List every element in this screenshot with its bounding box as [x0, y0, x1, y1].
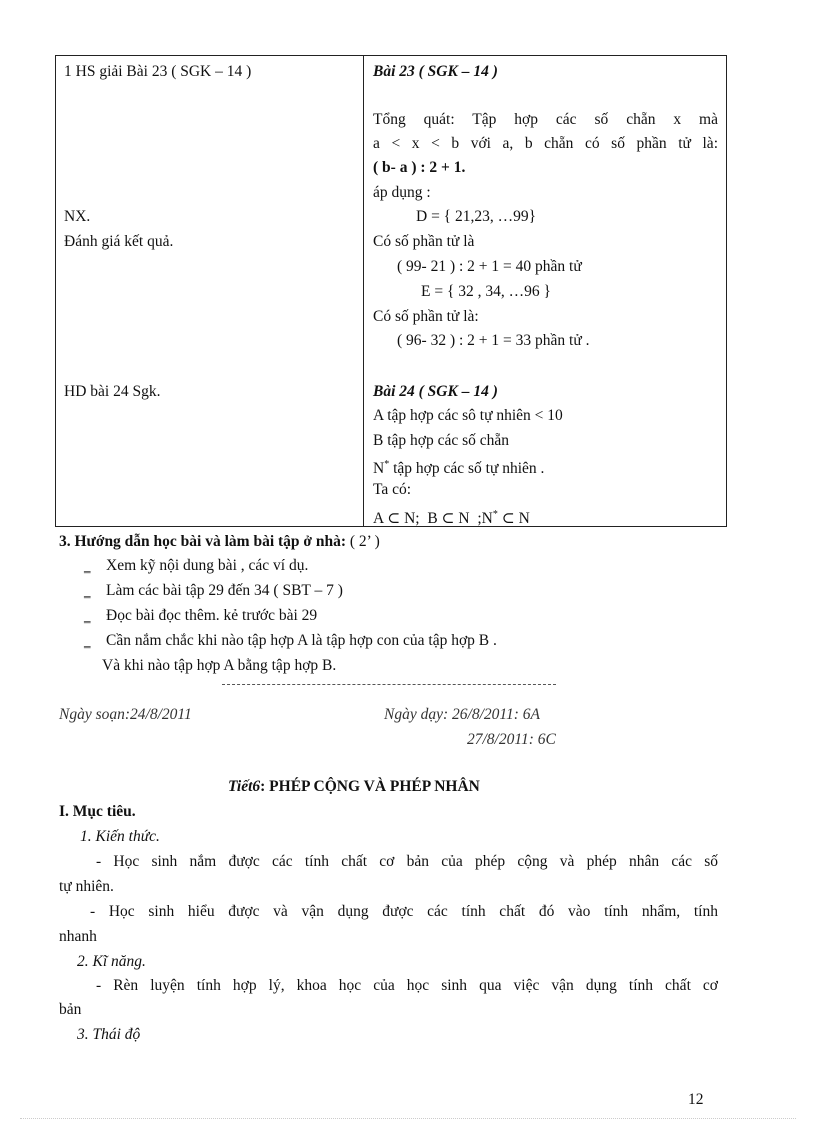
objectives-heading: I. Mục tiêu.: [59, 803, 136, 820]
calc-2: ( 96- 32 ) : 2 + 1 = 33 phần tử .: [397, 332, 590, 349]
bullet-icon: ‗: [84, 608, 91, 623]
set-e: E = { 32 , 34, …96 }: [421, 283, 551, 300]
skills-item-1-cont: bản: [59, 1001, 82, 1018]
homework-continuation: Và khi nào tập hợp A bằng tập hợp B.: [102, 657, 337, 674]
set-a-desc: A tập hợp các sô tự nhiên < 10: [373, 407, 563, 424]
subset-relation: A ⊂ N; B ⊂ N ;N* ⊂ N: [373, 509, 530, 527]
exercise23-title: Bài 23 ( SGK – 14 ): [373, 63, 498, 80]
calc-1: ( 99- 21 ) : 2 + 1 = 40 phần tử: [397, 258, 582, 275]
left-row-evaluate: Đánh giá kết quả.: [64, 233, 174, 250]
set-n-desc: N* tập hợp các số tự nhiên .: [373, 459, 545, 477]
left-row-hd24: HD bài 24 Sgk.: [64, 383, 161, 400]
general-rule-line1: Tổng quát: Tập hợp các số chẵn x mà: [373, 111, 718, 128]
ta-co-label: Ta có:: [373, 481, 412, 498]
bullet-icon: ‗: [84, 633, 91, 648]
set-b-desc: B tập hợp các số chẵn: [373, 432, 510, 449]
apply-label: áp dụng :: [373, 184, 431, 201]
homework-item: Cần nắm chắc khi nào tập hợp A là tập hợp con của tập hợp B .: [106, 632, 497, 649]
knowledge-item-1-cont: tự nhiên.: [59, 878, 114, 895]
knowledge-item-2: - Học sinh hiểu được và vận dụng được các tính chất đó vào tính nhẩm, tính: [90, 903, 718, 920]
lesson-title: Tiết6: PHÉP CỘNG VÀ PHÉP NHÂN: [228, 778, 480, 795]
table-column-divider: [363, 55, 364, 527]
page-bottom-rule: [20, 1118, 796, 1119]
attitude-heading: 3. Thái độ: [77, 1026, 141, 1043]
count-label-1: Có số phần tử là: [373, 233, 475, 250]
knowledge-heading: 1. Kiến thức.: [80, 828, 160, 845]
page-number: 12: [688, 1091, 704, 1108]
knowledge-item-1: - Học sinh nắm được các tính chất cơ bản của phép cộng và phép nhân các số: [96, 853, 718, 870]
skills-item-1: - Rèn luyện tính hợp lý, khoa học của học sinh qua việc vận dụng tính chất cơ: [96, 977, 718, 994]
knowledge-item-2-cont: nhanh: [59, 928, 97, 945]
teach-date-2: 27/8/2011: 6C: [467, 731, 556, 748]
left-row-exercise23: 1 HS giải Bài 23 ( SGK – 14 ): [64, 63, 252, 80]
prep-date: Ngày soạn:24/8/2011: [59, 706, 192, 723]
general-rule-line2: a < x < b với a, b chẵn có số phần tử là:: [373, 135, 718, 152]
bullet-icon: ‗: [84, 558, 91, 573]
general-formula: ( b- a ) : 2 + 1.: [373, 159, 466, 176]
skills-heading: 2. Kĩ năng.: [77, 953, 146, 970]
count-label-2: Có số phần tử là:: [373, 308, 479, 325]
homework-item: Làm các bài tập 29 đến 34 ( SBT – 7 ): [106, 582, 343, 599]
teach-date: Ngày dạy: 26/8/2011: 6A: [384, 706, 540, 723]
homework-item: Xem kỹ nội dung bài , các ví dụ.: [106, 557, 309, 574]
bullet-icon: ‗: [84, 583, 91, 598]
homework-item: Đọc bài đọc thêm. kẻ trước bài 29: [106, 607, 318, 624]
set-d: D = { 21,23, …99}: [416, 208, 537, 225]
exercise24-title: Bài 24 ( SGK – 14 ): [373, 383, 498, 400]
homework-heading: 3. Hướng dẫn học bài và làm bài tập ở nhà: ( 2’ ): [59, 533, 380, 550]
left-row-nx: NX.: [64, 208, 91, 225]
section-separator: [222, 684, 556, 685]
